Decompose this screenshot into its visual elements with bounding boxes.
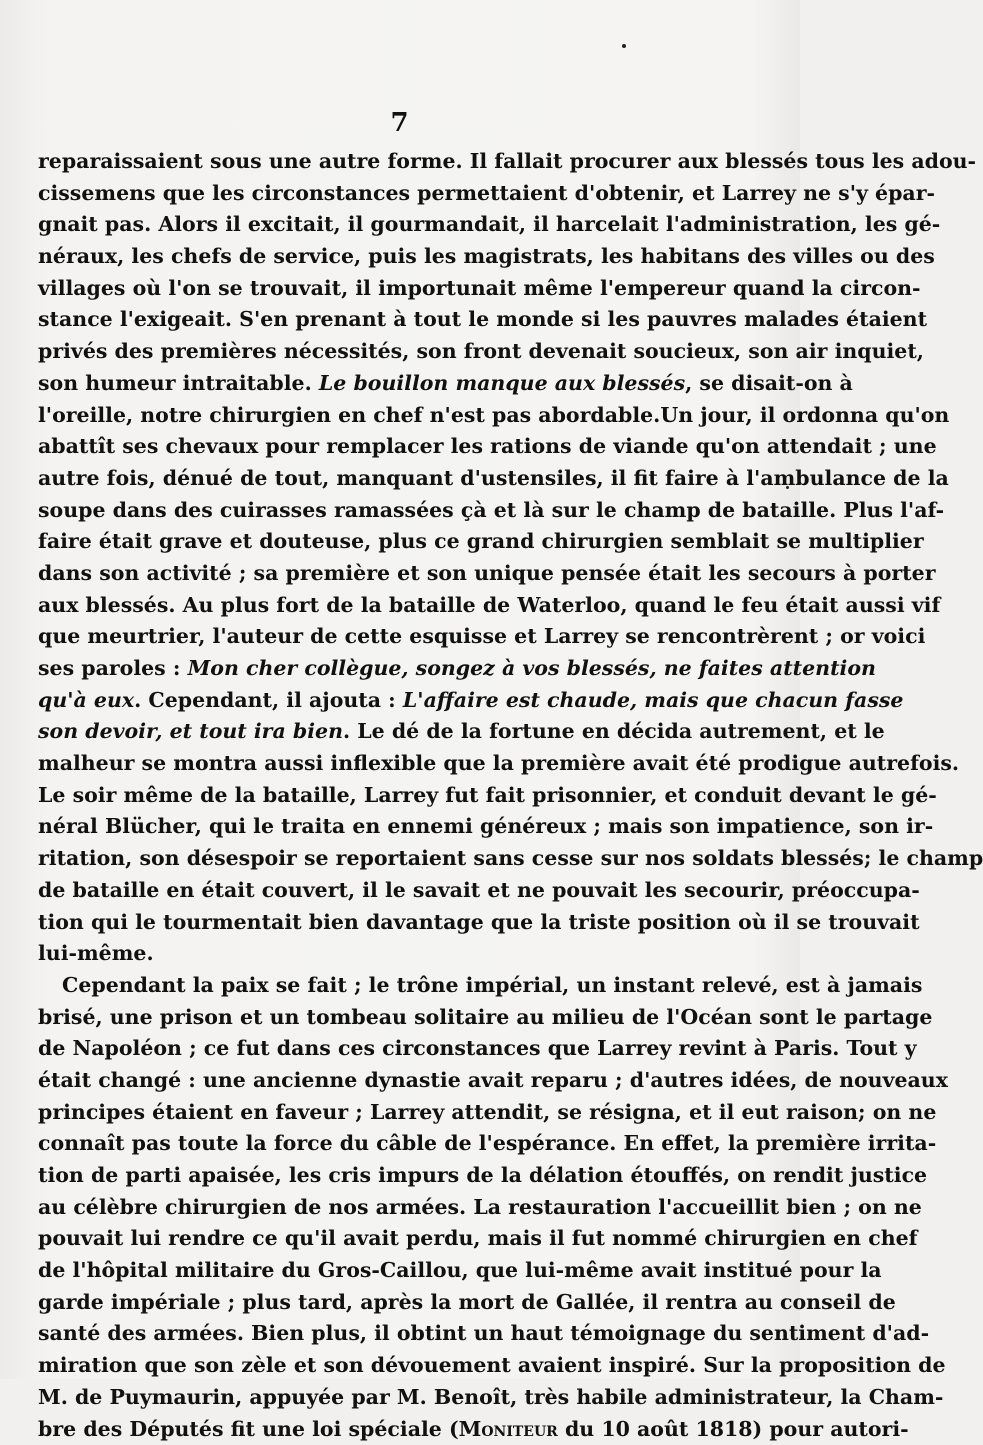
text-line — [38, 209, 766, 241]
text-line — [38, 716, 766, 748]
text-line — [38, 495, 766, 527]
italic-text: qu'à eux — [38, 688, 134, 712]
text-run: cissemens que les circonstances permettaient d'obtenir, et Larrey ne s'y épar- — [38, 181, 935, 205]
text-run: ses paroles : — [38, 656, 188, 680]
text-run: brisé, une prison et un tombeau solitaire au milieu de l'Océan sont le partage — [38, 1005, 932, 1029]
text-line — [38, 653, 766, 685]
text-line — [38, 1033, 766, 1065]
text-run: reparaissaient sous une autre forme. Il fallait procurer aux blessés tous les adou- — [38, 149, 976, 173]
text-run: gnait pas. Alors il excitait, il gourmandait, il harcelait l'administration, les gé- — [38, 212, 940, 236]
text-line — [38, 970, 766, 1002]
text-run: de Napoléon ; ce fut dans ces circonstances que Larrey revint à Paris. Tout y — [38, 1036, 917, 1060]
text-run: principes étaient en faveur ; Larrey attendit, se résigna, et il eut raison; on ne — [38, 1100, 936, 1124]
text-run: aux blessés. Au plus fort de la bataille de Waterloo, quand le feu était aussi vif — [38, 593, 940, 617]
text-line — [38, 938, 766, 970]
text-line — [38, 1255, 766, 1287]
text-line — [38, 1223, 766, 1255]
text-line — [38, 780, 766, 812]
text-run: pouvait lui rendre ce qu'il avait perdu, mais il fut nommé chirurgien en chef — [38, 1226, 917, 1250]
text-run: abattît ses chevaux pour remplacer les rations de viande qu'on attendait ; une — [38, 434, 937, 458]
text-run: privés des premières nécessités, son front devenait soucieux, son air inquiet, — [38, 339, 924, 363]
text-run: tion qui le tourmentait bien davantage que la triste position où il se trouvait — [38, 910, 920, 934]
text-line — [38, 146, 766, 178]
text-run: garde impériale ; plus tard, après la mort de Gallée, il rentra au conseil de — [38, 1290, 896, 1314]
italic-text: Mon cher collègue, songez à vos blessés, ne faites attention — [188, 656, 876, 680]
text-run: connaît pas toute la force du câble de l'espérance. En effet, la première irrita- — [38, 1131, 936, 1155]
text-line — [38, 1192, 766, 1224]
text-line — [38, 875, 766, 907]
text-run: autre fois, dénué de tout, manquant d'ustensiles, il fit faire à l'ambulance de la — [38, 466, 949, 490]
text-line — [38, 1128, 766, 1160]
text-line — [38, 241, 766, 273]
text-run: villages où l'on se trouvait, il importunait même l'empereur quand la circon- — [38, 276, 921, 300]
text-line — [38, 273, 766, 305]
text-line — [38, 1382, 766, 1414]
text-run: Le soir même de la bataille, Larrey fut fait prisonnier, et conduit devant le gé- — [38, 783, 937, 807]
text-run: son humeur intraitable. — [38, 371, 319, 395]
text-run: de bataille en était couvert, il le savait et ne pouvait les secourir, préoccupa- — [38, 878, 920, 902]
text-line — [38, 1350, 766, 1382]
text-run: lui-même. — [38, 941, 154, 965]
page-number: 7 — [0, 108, 800, 138]
text-line — [38, 748, 766, 780]
text-line — [38, 304, 766, 336]
text-line — [38, 1160, 766, 1192]
text-run: M. de Puymaurin, appuyée par M. Benoît, très habile administrateur, la Cham- — [38, 1385, 943, 1409]
text-run: stance l'exigeait. S'en prenant à tout le monde si les pauvres malades étaient — [38, 307, 927, 331]
text-line — [38, 621, 766, 653]
text-run: ritation, son désespoir se reportaient sans cesse sur nos soldats blessés; le champ — [38, 846, 983, 870]
text-line — [38, 1287, 766, 1319]
text-run: était changé : une ancienne dynastie avait reparu ; d'autres idées, de nouveaux — [38, 1068, 948, 1092]
text-run: , se disait-on à — [685, 371, 853, 395]
text-run: . Le dé de la fortune en décida autrement, et le — [343, 719, 885, 743]
text-line — [38, 811, 766, 843]
text-line — [38, 843, 766, 875]
text-line — [38, 685, 766, 717]
text-line — [38, 1065, 766, 1097]
text-run: faire était grave et douteuse, plus ce grand chirurgien semblait se multiplier — [38, 529, 924, 553]
text-run: néral Blücher, qui le traita en ennemi généreux ; mais son impatience, son ir- — [38, 814, 933, 838]
text-run: bre des Députés fit une loi spéciale ( — [38, 1417, 459, 1441]
text-line — [38, 558, 766, 590]
text-run: miration que son zèle et son dévouement avaient inspiré. Sur la proposition de — [38, 1353, 946, 1377]
text-line — [38, 1318, 766, 1350]
text-line — [38, 178, 766, 210]
text-line — [38, 368, 766, 400]
text-run: du 10 août 1818) pour autori- — [558, 1417, 909, 1441]
text-run: Cependant la paix se fait ; le trône impérial, un instant relevé, est à jamais — [62, 973, 922, 997]
text-line — [38, 907, 766, 939]
text-line — [38, 1414, 766, 1445]
text-line — [38, 336, 766, 368]
text-line — [38, 431, 766, 463]
italic-text: Le bouillon manque aux blessés — [319, 371, 685, 395]
text-run: que meurtrier, l'auteur de cette esquisse et Larrey se rencontrèrent ; or voici — [38, 624, 925, 648]
text-run: malheur se montra aussi inflexible que la première avait été prodigue autrefois. — [38, 751, 959, 775]
ink-speck — [622, 44, 626, 48]
text-run: dans son activité ; sa première et son unique pensée était les secours à porter — [38, 561, 936, 585]
text-run: néraux, les chefs de service, puis les magistrats, les habitans des villes ou des — [38, 244, 935, 268]
small-caps-text: Moniteur — [459, 1417, 558, 1441]
italic-text: son devoir, et tout ira bien — [38, 719, 343, 743]
text-line — [38, 590, 766, 622]
text-line — [38, 1097, 766, 1129]
text-run: santé des armées. Bien plus, il obtint un haut témoignage du sentiment d'ad- — [38, 1321, 929, 1345]
text-run: tion de parti apaisée, les cris impurs de la délation étouffés, on rendit justice — [38, 1163, 927, 1187]
text-line — [38, 400, 766, 432]
text-run: soupe dans des cuirasses ramassées çà et là sur le champ de bataille. Plus l'af- — [38, 498, 944, 522]
text-run: au célèbre chirurgien de nos armées. La restauration l'accueillit bien ; on ne — [38, 1195, 922, 1219]
text-line — [38, 526, 766, 558]
text-line — [38, 1002, 766, 1034]
italic-text: L'affaire est chaude, mais que chacun fasse — [403, 688, 904, 712]
body-text — [38, 146, 766, 1445]
text-run: l'oreille, notre chirurgien en chef n'est pas abordable.Un jour, il ordonna qu'on — [38, 403, 949, 427]
text-run: de l'hôpital militaire du Gros-Caillou, que lui-même avait institué pour la — [38, 1258, 882, 1282]
text-run: . Cependant, il ajouta : — [134, 688, 403, 712]
text-line — [38, 463, 766, 495]
